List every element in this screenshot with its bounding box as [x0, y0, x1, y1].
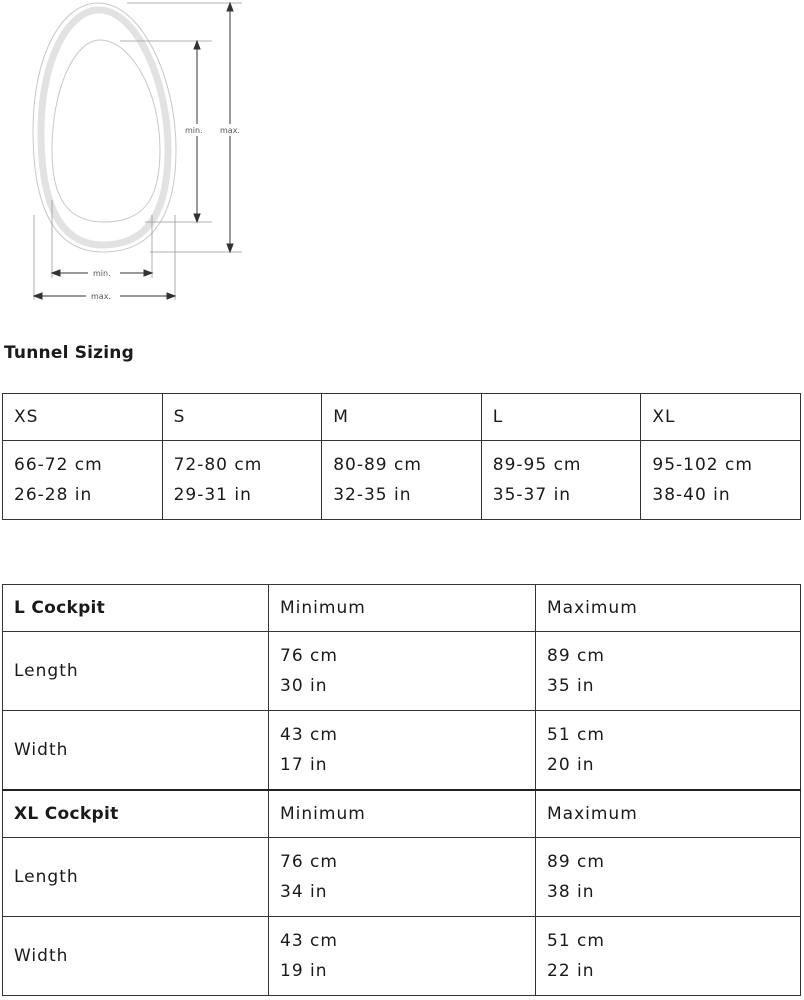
in-value: 38 in — [547, 882, 595, 902]
row-label: Width — [3, 711, 269, 791]
minimum-header: Minimum — [269, 585, 536, 632]
in-value: 22 in — [547, 961, 595, 981]
cm-value: 66-72 cm — [14, 455, 103, 475]
maximum-cell — [536, 917, 801, 996]
maximum-header: Maximum — [536, 585, 801, 632]
in-value: 32-35 in — [333, 485, 412, 505]
in-value: 38-40 in — [652, 485, 731, 505]
max-vertical-label: max. — [220, 126, 240, 135]
measure-cell — [481, 441, 641, 520]
table-row — [3, 585, 801, 632]
row-label: Length — [3, 632, 269, 711]
in-value: 34 in — [280, 882, 328, 902]
table-row — [3, 441, 801, 520]
maximum-cell — [536, 632, 801, 711]
minimum-cell — [269, 632, 536, 711]
cm-value: 51 cm — [547, 931, 605, 951]
cockpit-sizing-table — [2, 584, 801, 996]
table-row — [3, 917, 801, 996]
cm-value: 51 cm — [547, 725, 605, 745]
table-row — [3, 394, 801, 441]
cm-value: 80-89 cm — [333, 455, 422, 475]
row-label: Length — [3, 838, 269, 917]
min-horizontal-label: min. — [93, 269, 111, 278]
in-value: 35 in — [547, 676, 595, 696]
maximum-header: Maximum — [536, 790, 801, 838]
measure-cell — [162, 441, 322, 520]
in-value: 30 in — [280, 676, 328, 696]
minimum-header: Minimum — [269, 790, 536, 838]
in-value: 19 in — [280, 961, 328, 981]
tunnel-sizing-table — [2, 393, 801, 520]
min-vertical-label: min. — [185, 126, 203, 135]
size-cell: XL — [641, 394, 801, 441]
tunnel-sizing-heading: Tunnel Sizing — [4, 343, 134, 363]
in-value: 20 in — [547, 755, 595, 775]
cm-value: 43 cm — [280, 931, 338, 951]
maximum-cell — [536, 711, 801, 791]
measure-cell — [641, 441, 801, 520]
cockpit-title: XL Cockpit — [3, 790, 269, 838]
cm-value: 89-95 cm — [492, 455, 582, 475]
measure-cell — [3, 441, 163, 520]
cockpit-diagram — [0, 0, 260, 310]
maximum-cell — [536, 838, 801, 917]
cockpit-outline — [33, 3, 176, 252]
in-value: 26-28 in — [14, 485, 93, 505]
max-horizontal-label: max. — [91, 292, 111, 301]
row-label: Width — [3, 917, 269, 996]
cm-value: 76 cm — [280, 646, 338, 666]
table-row — [3, 790, 801, 838]
table-row — [3, 838, 801, 917]
cm-value: 89 cm — [547, 646, 605, 666]
cm-value: 89 cm — [547, 852, 605, 872]
in-value: 17 in — [280, 755, 328, 775]
cm-value: 95-102 cm — [652, 455, 753, 475]
size-cell: M — [322, 394, 482, 441]
cm-value: 72-80 cm — [173, 455, 263, 475]
measure-cell — [322, 441, 482, 520]
size-cell: L — [481, 394, 641, 441]
minimum-cell — [269, 838, 536, 917]
table-row — [3, 711, 801, 791]
minimum-cell — [269, 917, 536, 996]
in-value: 35-37 in — [492, 485, 572, 505]
cm-value: 76 cm — [280, 852, 338, 872]
cm-value: 43 cm — [280, 725, 338, 745]
table-row — [3, 632, 801, 711]
in-value: 29-31 in — [173, 485, 252, 505]
size-cell: XS — [3, 394, 163, 441]
cockpit-title: L Cockpit — [3, 585, 269, 632]
size-cell: S — [162, 394, 322, 441]
minimum-cell — [269, 711, 536, 791]
